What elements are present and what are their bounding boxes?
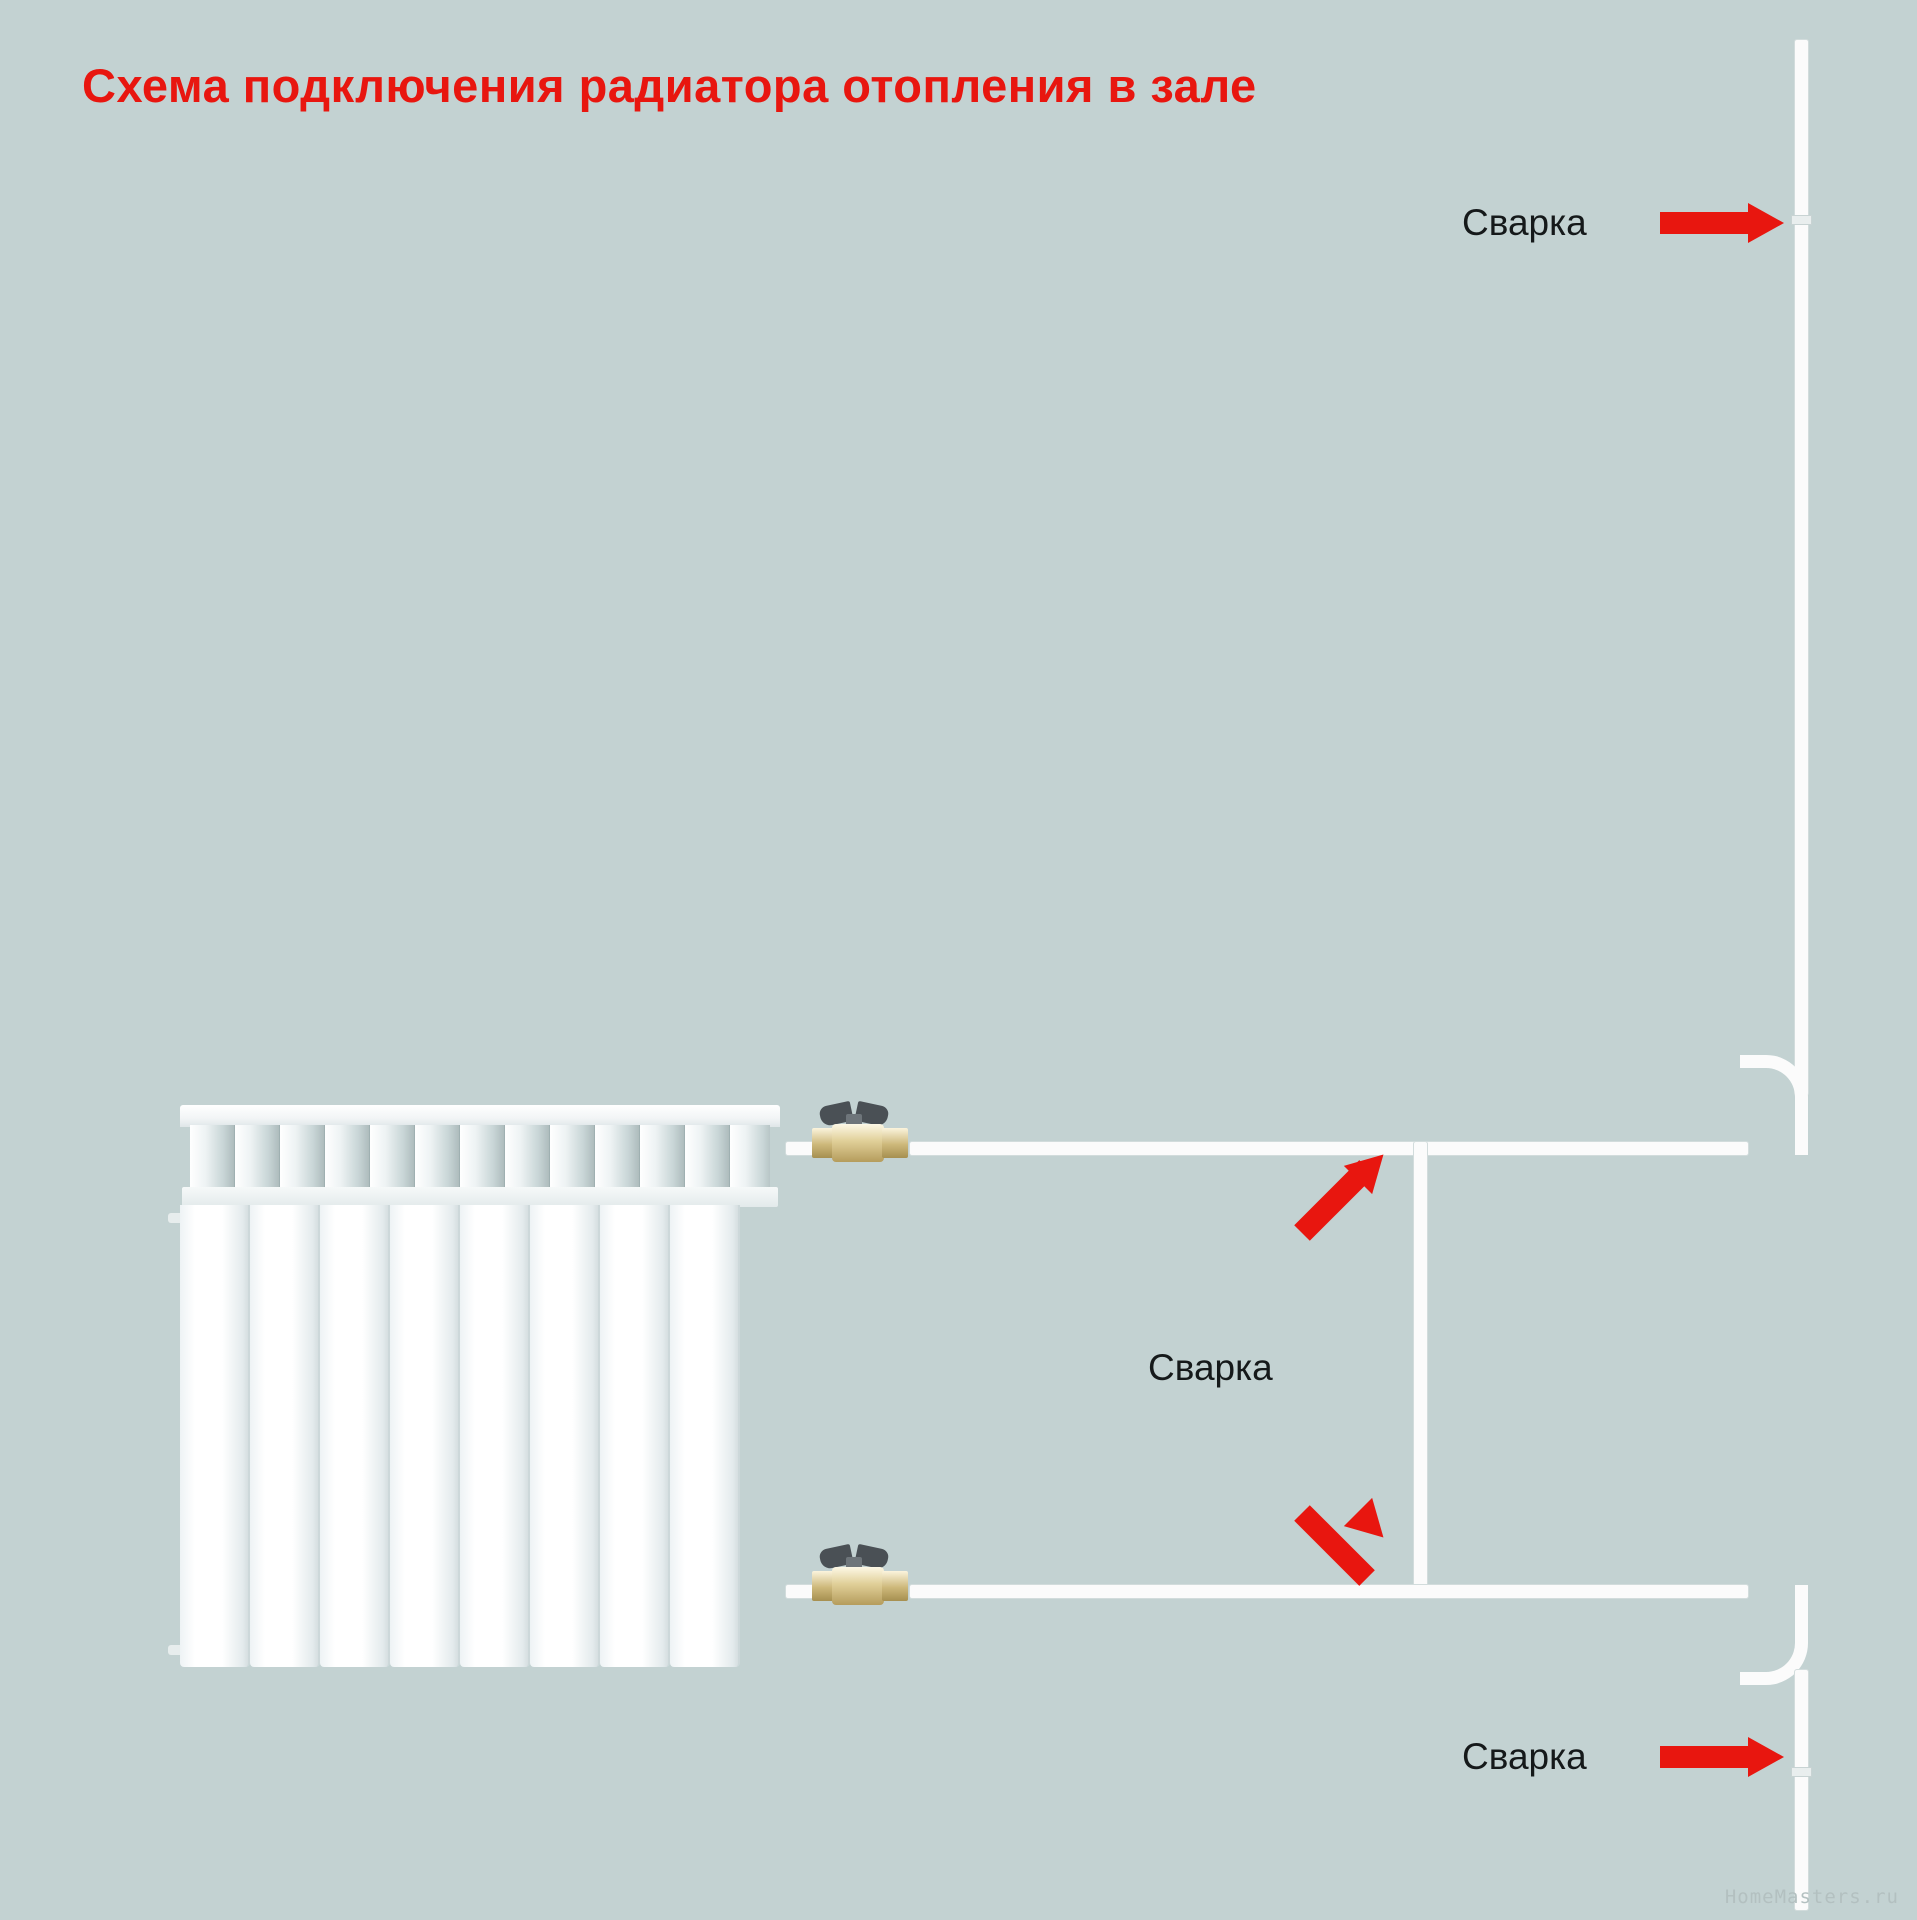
label-weld-bottom: Сварка — [1462, 1736, 1587, 1777]
valve-return[interactable] — [812, 1555, 932, 1617]
pipe-elbow-top — [1740, 1055, 1808, 1155]
radiator-section — [460, 1205, 530, 1667]
valve-nut-right — [882, 1128, 908, 1158]
radiator-top-cap — [180, 1105, 780, 1127]
arrow-bypass-down — [1296, 1448, 1416, 1568]
radiator — [168, 1105, 793, 1680]
radiator-section — [250, 1205, 320, 1667]
valve-body — [832, 1124, 884, 1162]
valve-nut-left — [812, 1571, 834, 1601]
valve-nut-right — [882, 1571, 908, 1601]
label-weld-middle: Сварка — [1148, 1347, 1273, 1388]
pipe-return-horizontal — [910, 1585, 1748, 1598]
valve-nut-left — [812, 1128, 834, 1158]
radiator-section — [390, 1205, 460, 1667]
radiator-section — [530, 1205, 600, 1667]
label-weld-top: Сварка — [1462, 202, 1587, 243]
radiator-section — [670, 1205, 740, 1667]
valve-supply[interactable] — [812, 1112, 932, 1174]
valve-body — [832, 1567, 884, 1605]
pipe-riser-top — [1795, 40, 1808, 1095]
radiator-sections — [180, 1205, 780, 1667]
pipe-riser-bottom — [1795, 1670, 1808, 1910]
weld-collar-top — [1792, 216, 1811, 224]
page-title: Схема подключения радиатора отопления в зале — [82, 59, 1257, 112]
radiator-section — [180, 1205, 250, 1667]
weld-collar-bottom — [1792, 1768, 1811, 1776]
radiator-mid-band — [182, 1187, 778, 1207]
radiator-section — [600, 1205, 670, 1667]
arrow-bypass-up — [1296, 1168, 1406, 1278]
watermark: HomeMasters.ru — [1724, 1886, 1899, 1908]
pipe-supply-horizontal — [910, 1142, 1748, 1155]
radiator-section — [320, 1205, 390, 1667]
radiator-grill — [190, 1125, 770, 1188]
